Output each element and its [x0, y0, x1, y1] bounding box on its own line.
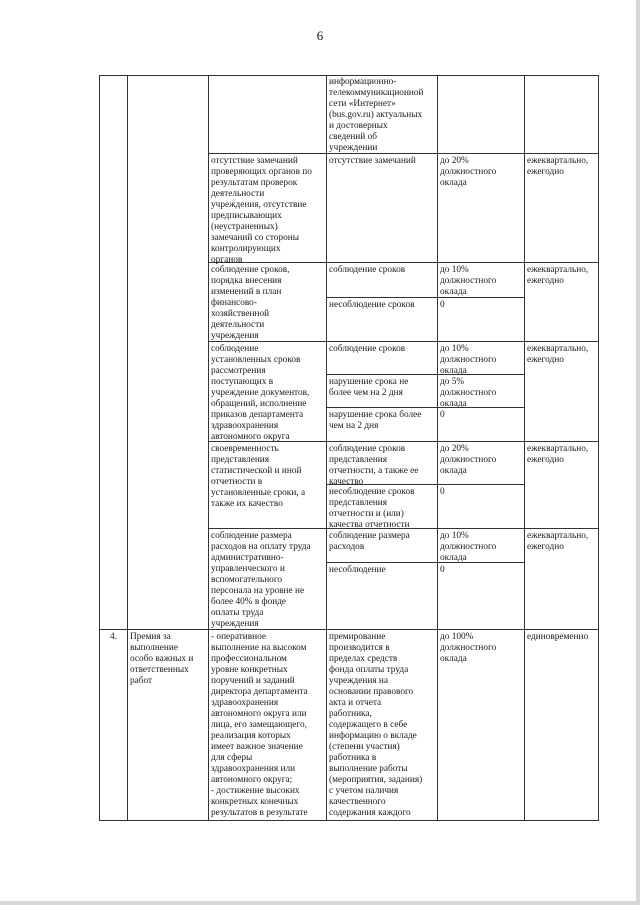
row5-measure-2: несоблюдение: [329, 565, 386, 575]
row5-amount-2: 0: [440, 565, 445, 575]
row6-amount: до 100% должностного оклада: [440, 632, 497, 664]
row4-amount-1: до 20% должностного оклада: [440, 444, 497, 476]
row3-period: ежеквартально, ежегодно: [527, 344, 589, 365]
row5-criterion: соблюдение размера расходов на оплату труда административно- управленческого и вспомогательного персонала на уровне не более 40% в фонде оплаты труда учреждения: [211, 531, 311, 629]
row3-measure-1: соблюдение сроков: [329, 344, 406, 354]
row2-criterion: соблюдение сроков, порядка внесения изменений в план финансово- хозяйственной деятельности учреждения: [211, 265, 290, 341]
row3-measure-3: нарушение срока более чем на 2 дня: [329, 410, 422, 431]
page-number: 6: [316, 28, 324, 43]
row2-amount-2: 0: [440, 300, 445, 310]
row6-payment: Премия за выполнение особо важных и ответственных работ: [130, 632, 194, 686]
row3-amount-1: до 10% должностного оклада: [440, 344, 497, 376]
row3-amount-3: 0: [440, 410, 445, 420]
row3-measure-2: нарушение срока не более чем на 2 дня: [329, 377, 409, 398]
row6-period: единовременно: [527, 632, 589, 642]
row6-number: 4.: [110, 632, 117, 642]
row0-measure: информационно- телекоммуникационной сети «Интернет» (bus.gov.ru) актуальных и достоверных сведений об учреждении: [329, 77, 424, 153]
row6-criterion: - оперативное выполнение на высоком профессиональном уровне конкретных поручений и заданий директора департамента здравоохранения автономного округа или лица, его замещающего, реализация которых имеет важное значение для сферы здравоохранения или автономного округа; - достижение высоких конкретных конечных результатов в результате: [211, 632, 308, 818]
row5-measure-1: соблюдение размера расходов: [329, 531, 410, 552]
row2-amount-1: до 10% должностного оклада: [440, 265, 497, 297]
row4-measure-1: соблюдение сроков представления отчетности, а также ее качество: [329, 444, 419, 487]
row3-criterion: соблюдение установленных сроков рассмотрения поступающих в учреждение документов, обращений, исполнение приказов департамента здравоохранения автономного округа: [211, 344, 310, 442]
row4-criterion: своевременность представления статистической и иной отчетности в установленные сроки, а также их качество: [211, 444, 306, 509]
row1-criterion: отсутствие замечаний проверяющих органов по результатам проверок деятельности учреждения, отсутствие предписывающих (неустраненных) замечаний со стороны контролирующих органов: [211, 156, 312, 265]
row2-measure-1: соблюдение сроков: [329, 265, 406, 275]
row5-period: ежеквартально, ежегодно: [527, 531, 589, 552]
row3-amount-2: до 5% должностного оклада: [440, 377, 497, 409]
row4-measure-2: несоблюдение сроков представления отчетности и (или) качества отчетности: [329, 487, 415, 530]
row2-period: ежеквартально, ежегодно: [527, 265, 589, 286]
row5-amount-1: до 10% должностного оклада: [440, 531, 497, 563]
row1-amount: до 20% должностного оклада: [440, 156, 497, 188]
row1-measure: отсутствие замечаний: [329, 156, 416, 166]
row6-measure: премирование производится в пределах средств фонда оплаты труда учреждения на основании правового акта и отчета работника, содержащего в себе информацию о вкладе (степени участия) работника в выполнение работы (мероприятия, задания) с учетом наличия качественного содержания каждого: [329, 632, 423, 818]
row2-measure-2: несоблюдение сроков: [329, 300, 415, 310]
row1-period: ежеквартально, ежегодно: [527, 156, 589, 177]
row4-period: ежеквартально, ежегодно: [527, 444, 589, 465]
row4-amount-2: 0: [440, 487, 445, 497]
